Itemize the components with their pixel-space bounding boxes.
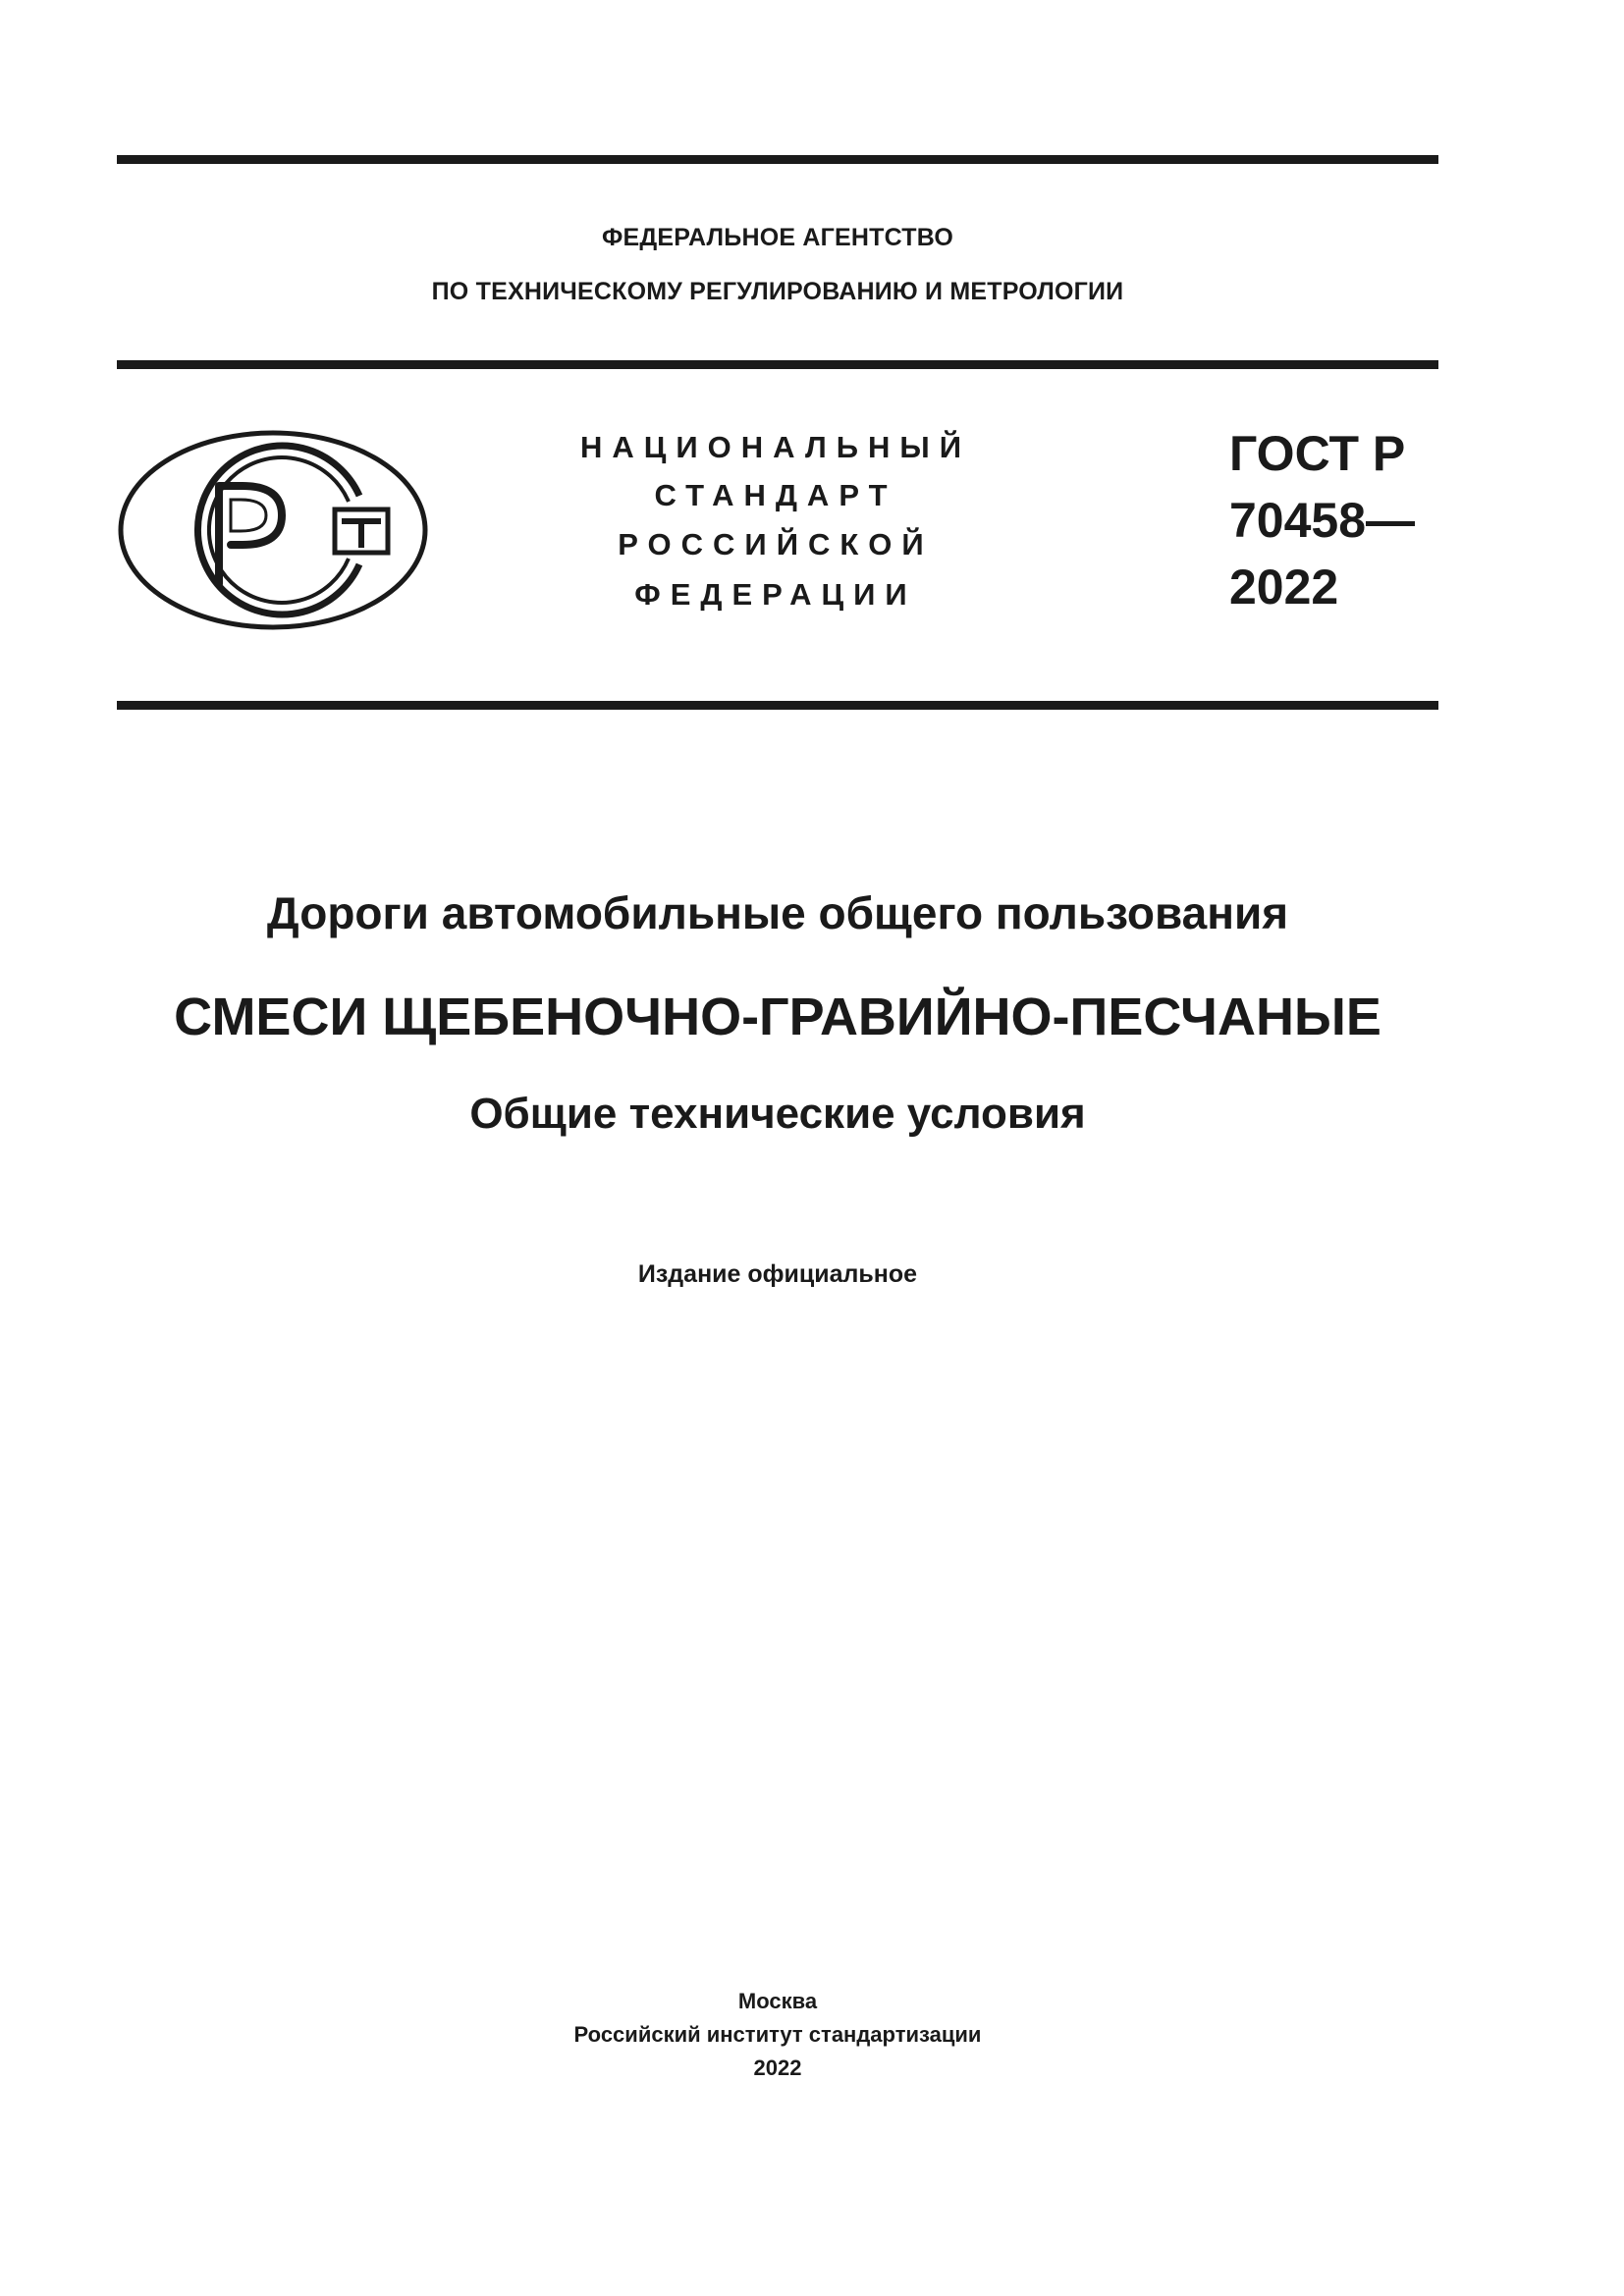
document-title-subtitle: Общие технические условия (469, 1090, 1086, 1138)
imprint-publisher: Российский институт стандартизации (573, 2022, 982, 2047)
standard-designation-line-2: 70458— (1229, 493, 1416, 548)
standard-designation-line-3: 2022 (1229, 560, 1339, 614)
document-title-group: Дороги автомобильные общего пользования (266, 887, 1289, 938)
header-bottom-rule (117, 701, 1438, 710)
document-title-main: СМЕСИ ЩЕБЕНОЧНО-ГРАВИЙНО-ПЕСЧАНЫЕ (174, 988, 1381, 1046)
agency-name-line-2: ПО ТЕХНИЧЕСКОМУ РЕГУЛИРОВАНИЮ И МЕТРОЛОГИИ (431, 278, 1124, 305)
agency-name-line-1: ФЕДЕРАЛЬНОЕ АГЕНТСТВО (602, 224, 953, 251)
top-rule (117, 155, 1438, 164)
standard-designation-line-1: ГОСТ Р (1229, 426, 1406, 481)
imprint-year: 2022 (753, 2056, 802, 2080)
standard-type-line-4: ФЕДЕРАЦИИ (634, 577, 917, 612)
standard-type-line-1: НАЦИОНАЛЬНЫЙ (579, 430, 972, 464)
header-rule (117, 360, 1438, 369)
standard-type-line-2: СТАНДАРТ (654, 478, 897, 512)
imprint-city: Москва (737, 1989, 818, 2013)
standard-type-line-3: РОССИЙСКОЙ (618, 527, 934, 561)
rst-certification-mark-icon (117, 429, 429, 631)
edition-note: Издание официальное (637, 1260, 918, 1288)
